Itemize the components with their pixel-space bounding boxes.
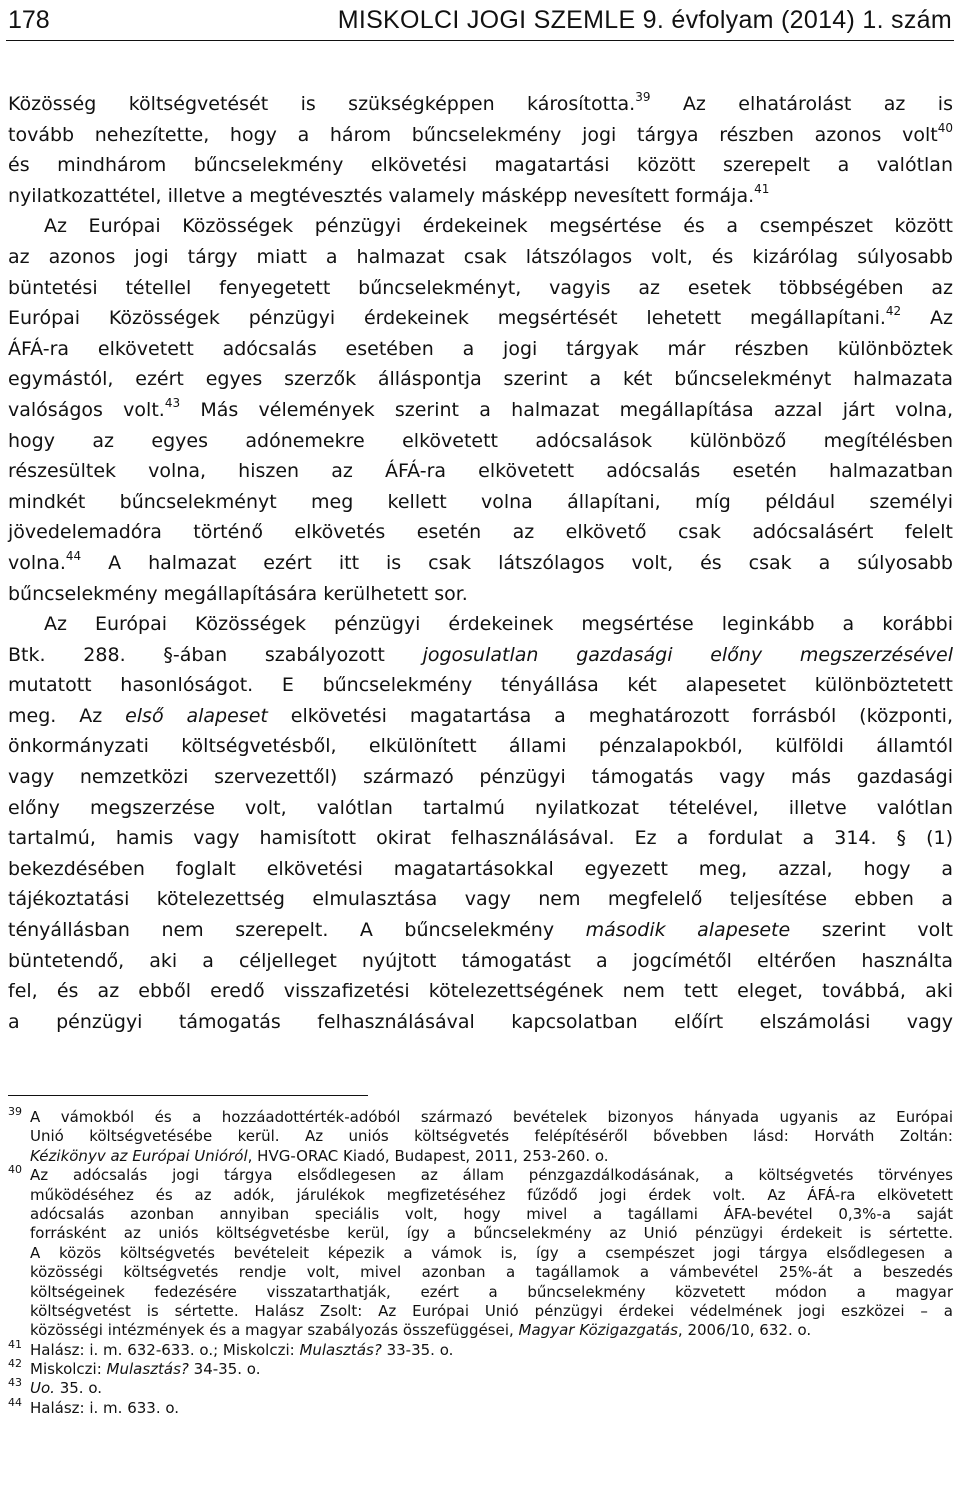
header-rule — [6, 40, 954, 41]
text-line: hogy az egyes adónemekre elkövetett adócsalások különböző megítélésben — [8, 429, 953, 452]
text-line: Közösség költségvetését is szükségképpen károsította.$^{39}$ Az elhatárolást az is — [8, 90, 953, 115]
footnote-ref[interactable]: 44 — [65, 548, 82, 563]
footnote-number: 42 — [8, 1357, 22, 1371]
footnote-number: 39 — [8, 1105, 22, 1118]
text-line: tartalmú, hamis vagy hamisított okirat felhasználásával. Ez a fordulat a 314. § (1) — [8, 827, 953, 850]
page-number: 178 — [8, 6, 50, 34]
footnote-ref[interactable]: 41 — [754, 181, 770, 196]
text-line: az azonos jogi tárgy miatt a halmazat csak látszólagos volt, és kizárólag súlyosabb — [8, 245, 953, 268]
footnote-number: 41 — [8, 1337, 22, 1351]
running-title: MISKOLCI JOGI SZEMLE 9. évfolyam (2014) 1. szám — [337, 6, 952, 34]
text-line: Európai Közösségek pénzügyi érdekeinek megsértését lehetett megállapítani.$^{42}$ Az — [8, 304, 953, 330]
text-line: és mindhárom bűncselekmény elkövetési magatartási között szerepelt a valótlan — [8, 154, 953, 177]
text-line: egymástól, ezért egyes szerzők álláspontja szerint a két bűncselekményt halmazata — [8, 368, 953, 391]
footnote-39: 39 A vámokból és a hozzáadottérték-adóból származó bevételek bizonyos hányada ugyanis az Európai Unió költségvetésébe kerül. Az uniós költségvetés felépítéséről bővebben lásd: Horváth Zoltán: Kézikönyv az Európai Unióról, HVG-ORAC Kiadó, Budapest, 2011, 253-260. o. — [8, 1108, 953, 1166]
footnote-40: 40 Az adócsalás jogi tárgya elsődlegesen az állam pénzgazdálkodásának, a költségvetés törvényes működéséhez és az adók, járulékok megfizetéséhez fűződő jogi érdek volt. Az ÁFÁ-ra elkövetett adócsalás azonban annyiban speciális volt, hogy mivel a tagállami ÁFA-bevétel 0,3%-a saját forrásként az uniós költségvetésbe kerül, így a bűncselekmény az Unió pénzügyi érdekeit is sértette. A közös költségvetés bevételeit képezik a vámok is, így a csempészet jogi tárgya elsődlegesen a közösségi költségvetés rendje volt, mivel azonban a tagállamok a vámbevétel 25%-át a beszedés költségeinek fedezésére visszatarthatják, ezért a bűncselekmény közvetett módon a magyar költségvetést is sértette. Halász Zsolt: Az Európai Unió pénzügyi érdekei védelmének jogi eszközei – a közösségi intézmények és a magyar szabályozás összefüggései, Magyar Közigazgatás, 2006/10, 632. o. — [8, 1166, 953, 1341]
text-line: jövedelemadóra történő elkövetés esetén az elkövető csak adócsalásért felelt — [8, 521, 953, 544]
text-line: mindkét bűncselekményt meg kellett volna állapítani, míg például személyi — [8, 490, 953, 513]
footnote-44: 44 Halász: i. m. 633. o. — [8, 1399, 953, 1418]
footnote-number: 43 — [8, 1376, 22, 1390]
footnote-number: 40 — [8, 1163, 22, 1177]
footnote-ref[interactable]: 40 — [937, 120, 953, 135]
text-line: Az Európai Közösségek pénzügyi érdekeinek megsértése leginkább a korábbi — [44, 613, 953, 636]
italic-term: első alapeset — [125, 704, 268, 727]
text-line: meg. Az első alapeset elkövetési magatartása a meghatározott forrásból (központi, — [8, 704, 954, 727]
text-line: bekezdésében foglalt elkövetési magatartásokkal egyezett meg, azzal, hogy a — [8, 857, 953, 880]
italic-term: jogosulatlan gazdasági előny megszerzésével — [422, 643, 953, 666]
footnote-separator — [8, 1095, 368, 1096]
footnote-41: 41 Halász: i. m. 632-633. o.; Miskolczi: Mulasztás? 33-35. o. — [8, 1341, 953, 1360]
text-line: fel, és az ebből eredő visszafizetési kötelezettségének nem tett eleget, továbbá, aki — [8, 980, 953, 1003]
footnotes — [8, 1105, 953, 1418]
text-line: büntetendő, aki a céljelleget nyújtott támogatást a jogcímétől eltérően használta — [8, 949, 953, 972]
footnote-ref[interactable]: 39 — [635, 90, 651, 104]
text-line: vagy nemzetközi szervezettől) származó pénzügyi támogatás vagy más gazdasági — [8, 766, 953, 789]
text-line: volna.$^{44}$ A halmazat ezért itt is csak látszólagos volt, és csak a súlyosabb — [8, 548, 953, 574]
text-line: bűncselekmény megállapítására kerülhetett sor. — [8, 582, 468, 605]
italic-term: második alapesete — [585, 919, 791, 942]
text-line: a pénzügyi támogatás felhasználásával kapcsolatban előírt elszámolási vagy — [8, 1010, 953, 1033]
text-line: büntetési tétellel fenyegetett bűncselekményt, vagyis az esetek többségében az — [8, 276, 953, 299]
text-line: nyilatkozattétel, illetve a megtévesztés valamely másképp nevesített formája.$^{41}$ — [8, 181, 770, 207]
footnote-43: 43 Uo. 35. o. — [8, 1379, 953, 1398]
text-line: tényállásban nem szerepelt. A bűncselekmény második alapesete szerint volt — [8, 919, 953, 942]
footnote-ref[interactable]: 43 — [164, 395, 181, 410]
text-line: tovább nehezítette, hogy a három bűncselekmény jogi tárgya részben azonos volt$^{40}$ — [8, 120, 953, 146]
footnote-42: 42 Miskolczi: Mulasztás? 34-35. o. — [8, 1360, 953, 1379]
footnote-number: 44 — [8, 1395, 22, 1409]
page-header — [8, 6, 952, 42]
text-line: ÁFÁ-ra elkövetett adócsalás esetében a jogi tárgyak már részben különböztek — [8, 337, 953, 360]
main-text — [8, 89, 953, 1037]
text-line: mutatott hasonlóságot. E bűncselekmény tényállása két alapesetet különböztetett — [8, 674, 953, 697]
text-line: Btk. 288. §-ában szabályozott jogosulatlan gazdasági előny megszerzésével — [8, 643, 953, 666]
text-line: tájékoztatási kötelezettség elmulasztása vagy nem megfelelő teljesítése ebben a — [8, 888, 953, 911]
text-line: valóságos volt.$^{43}$ Más vélemények szerint a halmazat megállapítása azzal járt volna, — [8, 395, 953, 421]
text-line: előny megszerzése volt, valótlan tartalmú nyilatkozat tételével, illetve valótlan — [8, 796, 953, 819]
footnote-ref[interactable]: 42 — [885, 304, 902, 319]
text-line: önkormányzati költségvetésből, elkülönített állami pénzalapokból, külföldi államtól — [8, 735, 953, 758]
text-line: részesültek volna, hiszen az ÁFÁ-ra elkövetett adócsalás esetén halmazatban — [8, 460, 953, 483]
text-line: Az Európai Közösségek pénzügyi érdekeinek megsértése és a csempészet között — [44, 215, 953, 238]
